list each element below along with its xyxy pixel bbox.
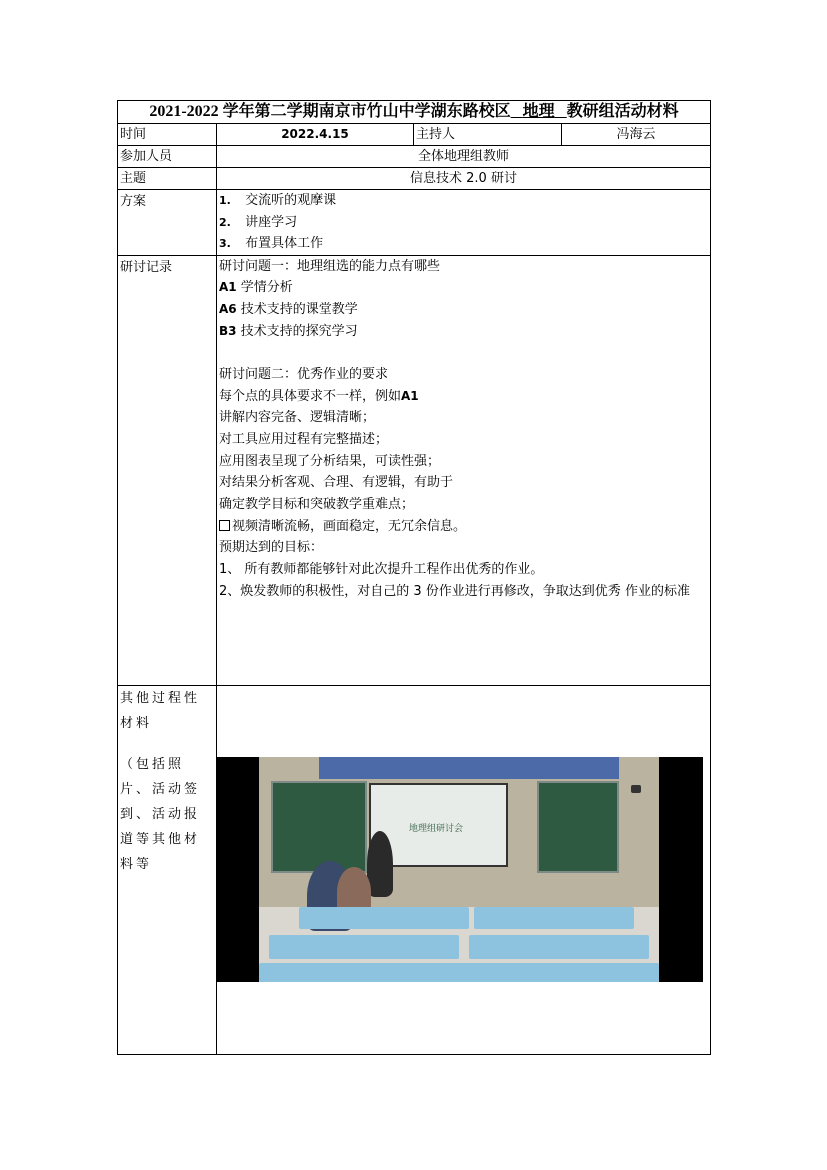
desk <box>469 935 649 959</box>
title-suffix: 教研组活动材料 <box>566 103 679 120</box>
host-label: 主持人 <box>414 124 562 146</box>
participants-value: 全体地理组教师 <box>217 146 711 168</box>
requirement-item: 讲解内容完备、逻辑清晰； <box>219 410 376 426</box>
requirement-item: 确定教学目标和突破教学重难点； <box>219 497 415 513</box>
activity-photo <box>217 757 704 982</box>
desk <box>474 907 634 929</box>
ability-point: A1 学情分析 <box>219 280 293 296</box>
requirement-item: 对结果分析客观、合理、有逻辑，有助于 <box>219 475 454 491</box>
title-prefix: 2021-2022 学年第二学期南京市竹山中学湖东路校区 <box>149 103 511 120</box>
other-label-line-1: 其他过程性材料 <box>120 690 201 731</box>
other-materials-label <box>118 685 217 1054</box>
question-2-intro: 每个点的具体要求不一样，例如A1 <box>219 388 419 404</box>
checkbox-icon <box>219 520 230 531</box>
plan-item: 2. 讲座学习 <box>219 214 298 230</box>
requirement-item: 应用图表呈现了分析结果，可读性强； <box>219 453 441 469</box>
blackboard-right <box>537 781 619 873</box>
question-1: 研讨问题一：地理组选的能力点有哪些 <box>219 258 441 274</box>
other-materials-content <box>217 685 711 1054</box>
ability-point: B3 技术支持的探究学习 <box>219 323 358 339</box>
ability-point: A6 技术支持的课堂教学 <box>219 301 358 317</box>
speaker-icon <box>631 785 641 793</box>
participants-label: 参加人员 <box>118 146 217 168</box>
spacer <box>219 342 708 364</box>
plan-item: 3. 布置具体工作 <box>219 236 324 251</box>
desk <box>259 963 469 982</box>
goal-2: 2、焕发教师的积极性，对自己的 3 份作业进行再修改，争取达到优秀 作业的标准 <box>219 583 690 599</box>
other-label-line-2: （包括照片、活动签到、活动报道等其他材料等 <box>120 756 201 872</box>
projector-screen: 地理组研讨会 <box>369 783 508 867</box>
desk <box>269 935 459 959</box>
topic-label: 主题 <box>118 168 217 190</box>
topic-value: 信息技术 2.0 研讨 <box>217 168 711 190</box>
plan-label: 方案 <box>118 190 217 256</box>
desk <box>299 907 469 929</box>
question-2: 研讨问题二：优秀作业的要求 <box>219 366 389 382</box>
host-value: 冯海云 <box>562 124 711 146</box>
desk <box>464 963 659 982</box>
video-requirement: 视频清晰流畅，画面稳定，无冗余信息。 <box>219 516 708 538</box>
requirement-item: 对工具应用过程有完整描述； <box>219 432 389 447</box>
document-title <box>118 101 711 124</box>
plan-list <box>217 190 711 256</box>
record-content <box>217 255 711 685</box>
record-label: 研讨记录 <box>118 255 217 685</box>
title-subject: 地理 <box>522 103 555 120</box>
blackboard-left <box>271 781 367 873</box>
activity-form-table <box>117 100 711 1055</box>
time-label: 时间 <box>118 124 217 146</box>
goal-1: 1、 所有教师都能够针对此次提升工程作出优秀的作业。 <box>219 562 544 578</box>
presenter-figure <box>367 831 393 897</box>
plan-item: 1. 交流听的观摩课 <box>219 193 337 208</box>
time-value: 2022.4.15 <box>217 124 414 146</box>
goal-title: 预期达到的目标： <box>219 540 324 556</box>
classroom-scene <box>259 757 659 982</box>
